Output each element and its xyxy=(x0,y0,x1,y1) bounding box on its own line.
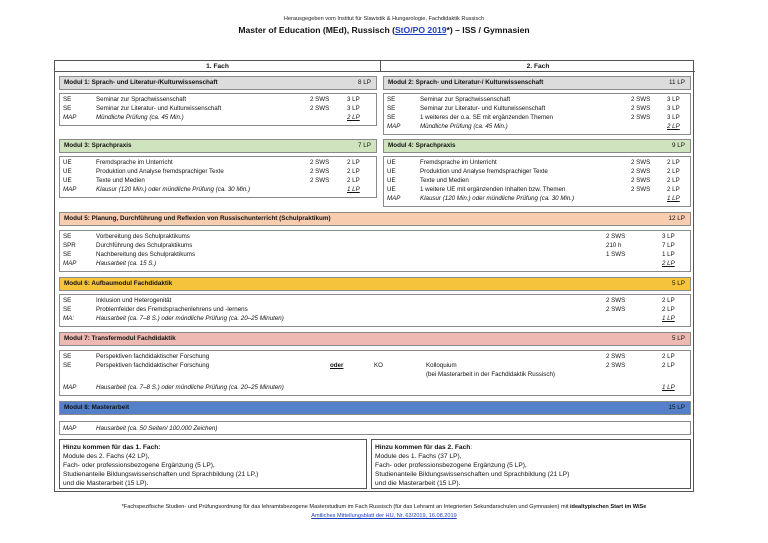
module-lp: 5 LP xyxy=(672,280,685,287)
course-sws: 2 SWS xyxy=(631,168,651,175)
alt-course-note-row xyxy=(60,370,690,379)
alt-course-type: KO xyxy=(374,362,383,369)
course-sws: 2 SWS xyxy=(631,105,651,112)
course-row xyxy=(60,176,376,185)
course-name: Texte und Medien xyxy=(96,177,145,184)
notes-heading: Hinzu kommen für das 2. Fach xyxy=(375,444,471,451)
footnote-link[interactable]: Amtliches Mitteilungsblatt der HU, Nr. 63/2019, 16.08.2019 xyxy=(311,513,457,519)
module-1-courses xyxy=(59,93,377,126)
course-type: UE xyxy=(387,177,396,184)
exam-row xyxy=(60,383,690,392)
course-name: Vorbereitung des Schulpraktikums xyxy=(96,233,190,240)
course-name: Inklusion und Heterogenität xyxy=(96,297,172,304)
course-sws: 2 SWS xyxy=(310,168,330,175)
course-sws: 1 SWS xyxy=(606,251,626,258)
course-type: SE xyxy=(63,251,72,258)
module-lp: 7 LP xyxy=(358,142,371,149)
exam-type: MAP xyxy=(63,384,77,391)
course-name: 1 weitere UE mit ergänzenden Inhalten bzw. Themen xyxy=(420,186,566,193)
module-title: Modul 8: Masterarbeit xyxy=(64,404,130,411)
exam-name: Mündliche Prüfung (ca. 45 Min.) xyxy=(96,114,184,121)
exam-type: MAP xyxy=(63,186,77,193)
course-row xyxy=(384,104,690,113)
course-type: UE xyxy=(63,177,72,184)
course-type: UE xyxy=(63,159,72,166)
course-type: SE xyxy=(63,297,72,304)
course-sws: 2 SWS xyxy=(310,159,330,166)
module-title: Modul 6: Aufbaumodul Fachdidaktik xyxy=(64,280,173,287)
exam-type: MAP xyxy=(387,195,401,202)
course-lp: 1 LP xyxy=(662,251,675,258)
exam-row xyxy=(60,314,690,323)
course-row xyxy=(60,305,690,314)
module-title: Modul 5: Planung, Durchführung und Reflexion von Russischunterricht (Schulpraktikum) xyxy=(64,215,331,222)
course-lp: 2 LP xyxy=(667,177,680,184)
exam-lp: 2 LP xyxy=(347,114,360,121)
exam-name: Hausarbeit (ca. 50 Seiten/ 100.000 Zeichen) xyxy=(96,425,218,432)
course-row xyxy=(60,167,376,176)
course-row xyxy=(60,296,690,305)
module-4-courses xyxy=(383,156,691,207)
course-row xyxy=(60,158,376,167)
exam-name: Hausarbeit (ca. 15 S.) xyxy=(96,260,157,267)
module-lp: 15 LP xyxy=(668,404,685,411)
notes-line: Studienanteile Bildungswissenschaften und Sprachbildung (21 LP,) xyxy=(63,471,259,478)
module-8-header xyxy=(59,401,691,415)
module-8-courses xyxy=(59,421,691,435)
course-sws: 2 SWS xyxy=(606,297,626,304)
module-title: Modul 1: Sprach- und Literatur-/Kulturwissenschaft xyxy=(64,79,218,86)
course-row xyxy=(384,176,690,185)
course-row xyxy=(384,158,690,167)
exam-type: MAP xyxy=(63,114,77,121)
course-sws: 2 SWS xyxy=(631,177,651,184)
exam-name: Klausur (120 Min.) oder mündliche Prüfung (ca. 30 Min.) xyxy=(420,195,575,202)
module-title: Modul 3: Sprachpraxis xyxy=(64,142,132,149)
exam-lp: 1 LP xyxy=(667,195,680,202)
exam-row xyxy=(60,185,376,194)
column-header-second-subject: 2. Fach xyxy=(381,61,695,72)
course-type: SE xyxy=(63,353,72,360)
course-name: Fremdsprache im Unterricht xyxy=(420,159,497,166)
course-row xyxy=(384,185,690,194)
course-name: Fremdsprache im Unterricht xyxy=(96,159,173,166)
course-type: SE xyxy=(63,96,72,103)
module-3-header xyxy=(59,139,377,153)
course-name: Produktion und Analyse fremdsprachiger Texte xyxy=(420,168,548,175)
course-type: UE xyxy=(387,186,396,193)
course-name: Problemfelder des Fremdsprachenlehrens und -lernens xyxy=(96,306,248,313)
course-row xyxy=(60,250,690,259)
title-link[interactable]: StO/PO 2019 xyxy=(394,25,447,35)
notes-line: und die Masterarbeit (15 LP). xyxy=(375,480,461,487)
course-name: Nachbereitung des Schulpraktikums xyxy=(96,251,196,258)
course-row xyxy=(60,361,690,370)
notes-line: Fach- oder professionsbezogene Ergänzung (5 LP), xyxy=(63,462,215,469)
exam-lp: 2 LP xyxy=(667,123,680,130)
course-sws: 2 SWS xyxy=(606,362,626,369)
footnote-bold: idealtypischen Start im WiSe xyxy=(569,504,647,510)
course-type: SE xyxy=(63,105,72,112)
course-name: Texte und Medien xyxy=(420,177,469,184)
document-header xyxy=(0,16,768,35)
course-sws: 2 SWS xyxy=(310,105,330,112)
course-type: UE xyxy=(387,159,396,166)
or-label: oder xyxy=(330,362,344,369)
course-sws: 2 SWS xyxy=(606,306,626,313)
course-lp: 2 LP xyxy=(662,362,675,369)
course-lp: 2 LP xyxy=(347,168,360,175)
module-1-header xyxy=(59,76,377,90)
course-name: Seminar zur Literatur- und Kulturwissenschaft xyxy=(96,105,222,112)
publisher-line: Herausgegeben vom Institut für Slawistik & Hungarologie, Fachdidaktik Russisch xyxy=(283,16,485,22)
course-lp: 2 LP xyxy=(662,306,675,313)
course-lp: 2 LP xyxy=(347,177,360,184)
course-sws: 2 SWS xyxy=(310,177,330,184)
module-3-courses xyxy=(59,156,377,198)
exam-name: Klausur (120 Min.) oder mündliche Prüfung (ca. 30 Min.) xyxy=(96,186,251,193)
course-type: SE xyxy=(387,96,396,103)
course-lp: 7 LP xyxy=(662,242,675,249)
exam-row xyxy=(60,424,690,433)
course-type: SPR xyxy=(63,242,76,249)
notes-line: Module des 2. Fachs (42 LP), xyxy=(63,453,150,460)
notes-heading: Hinzu kommen für das 1. Fach: xyxy=(63,444,161,451)
footnote xyxy=(0,503,768,521)
alt-course-note: (bei Masterarbeit in der Fachdidaktik Russisch) xyxy=(426,371,555,378)
course-sws: 2 SWS xyxy=(631,96,651,103)
module-title: Modul 2: Sprach- und Literatur-/ Kulturwissenschaft xyxy=(388,79,544,86)
course-lp: 3 LP xyxy=(667,114,680,121)
exam-type: MAP xyxy=(63,260,77,267)
exam-row xyxy=(384,122,690,131)
notes-line: und die Masterarbeit (15 LP). xyxy=(63,480,149,487)
course-sws: 2 SWS xyxy=(606,353,626,360)
notes-first-subject xyxy=(59,439,367,489)
exam-row xyxy=(60,259,690,268)
module-7-header xyxy=(59,332,691,346)
module-5-header xyxy=(59,212,691,226)
course-name: Produktion und Analyse fremdsprachiger Texte xyxy=(96,168,224,175)
course-row xyxy=(60,232,690,241)
module-lp: 8 LP xyxy=(358,79,371,86)
title-suffix: *) – ISS / Gymnasien xyxy=(446,25,530,35)
course-name: 1 weiteres der o.a. SE mit ergänzenden Themen xyxy=(420,114,553,121)
document-title xyxy=(0,25,768,35)
course-sws: 2 SWS xyxy=(631,186,651,193)
course-lp: 3 LP xyxy=(667,96,680,103)
notes-heading-colon: : xyxy=(470,444,473,451)
module-title: Modul 4: Sprachpraxis xyxy=(388,142,456,149)
course-lp: 3 LP xyxy=(347,105,360,112)
notes-second-subject xyxy=(371,439,691,489)
course-sws: 2 SWS xyxy=(631,114,651,121)
course-name: Seminar zur Sprachwissenschaft xyxy=(96,96,187,103)
module-2-header xyxy=(383,76,691,90)
exam-row xyxy=(384,194,690,203)
course-name: Durchführung des Schulpraktikums xyxy=(96,242,193,249)
notes-line: Module des 1. Fachs (37 LP), xyxy=(375,453,462,460)
notes-line: Studienanteile Bildungswissenschaften und Sprachbildung (21 LP) xyxy=(375,471,570,478)
course-lp: 2 LP xyxy=(347,159,360,166)
module-lp: 5 LP xyxy=(672,335,685,342)
module-2-courses xyxy=(383,93,691,135)
course-type: UE xyxy=(387,168,396,175)
course-row xyxy=(384,113,690,122)
exam-name: Hausarbeit (ca. 7–8 S.) oder mündliche Prüfung (ca. 20–25 Minuten) xyxy=(96,315,284,322)
course-type: SE xyxy=(63,233,72,240)
exam-type: MAP xyxy=(63,425,77,432)
course-sws: 210 h xyxy=(606,242,622,249)
footnote-text: *Fachspezifische Studien- und Prüfungsordnung für das lehramtsbezogene Masterstudium im Fach Russisch (für das Lehramt an Integrierten Sekundarschulen und Gymnasien) mit xyxy=(121,504,570,510)
module-6-courses xyxy=(59,294,691,327)
course-row xyxy=(60,104,376,113)
module-title: Modul 7: Transfermodul Fachdidaktik xyxy=(64,335,176,342)
module-7-courses xyxy=(59,350,691,396)
course-type: SE xyxy=(387,114,396,121)
course-row xyxy=(384,95,690,104)
course-type: SE xyxy=(63,306,72,313)
module-4-header xyxy=(383,139,691,153)
course-lp: 2 LP xyxy=(667,168,680,175)
exam-lp: 2 LP xyxy=(662,260,675,267)
course-row xyxy=(60,95,376,104)
course-type: SE xyxy=(63,362,72,369)
exam-lp: 1 LP xyxy=(662,384,675,391)
module-lp: 12 LP xyxy=(668,215,685,222)
module-lp: 11 LP xyxy=(669,79,685,86)
exam-name: Hausarbeit (ca. 7–8 S.) oder mündliche Prüfung (ca. 20–25 Minuten) xyxy=(96,384,284,391)
course-lp: 3 LP xyxy=(662,233,675,240)
course-row xyxy=(60,352,690,361)
course-row xyxy=(384,167,690,176)
course-name: Seminar zur Sprachwissenschaft xyxy=(420,96,511,103)
module-5-courses xyxy=(59,230,691,272)
exam-row xyxy=(60,113,376,122)
course-lp: 2 LP xyxy=(662,353,675,360)
course-sws: 2 SWS xyxy=(631,159,651,166)
course-row xyxy=(60,241,690,250)
exam-name: Mündliche Prüfung (ca. 45 Min.) xyxy=(420,123,508,130)
notes-line: Fach- oder professionsbezogene Ergänzung (5 LP), xyxy=(375,462,527,469)
module-table xyxy=(54,60,694,492)
course-sws: 2 SWS xyxy=(606,233,626,240)
exam-lp: 1 LP xyxy=(662,315,675,322)
column-header-first-subject: 1. Fach xyxy=(55,61,381,72)
exam-type: MA: xyxy=(63,315,75,322)
course-lp: 2 LP xyxy=(667,186,680,193)
module-6-header xyxy=(59,277,691,291)
course-lp: 2 LP xyxy=(667,159,680,166)
course-lp: 3 LP xyxy=(667,105,680,112)
title-prefix: Master of Education (MEd), Russisch ( xyxy=(238,25,395,35)
exam-lp: 1 LP xyxy=(347,186,360,193)
course-lp: 3 LP xyxy=(347,96,360,103)
course-name: Perspektiven fachdidaktischer Forschung xyxy=(96,353,210,360)
course-lp: 2 LP xyxy=(662,297,675,304)
course-type: SE xyxy=(387,105,396,112)
course-name: Perspektiven fachdidaktischer Forschung xyxy=(96,362,210,369)
course-type: UE xyxy=(63,168,72,175)
exam-type: MAP xyxy=(387,123,401,130)
course-sws: 2 SWS xyxy=(310,96,330,103)
course-name: Seminar zur Literatur- und Kulturwissenschaft xyxy=(420,105,546,112)
alt-course-name: Kolloquium xyxy=(426,362,457,369)
module-lp: 9 LP xyxy=(672,142,685,149)
